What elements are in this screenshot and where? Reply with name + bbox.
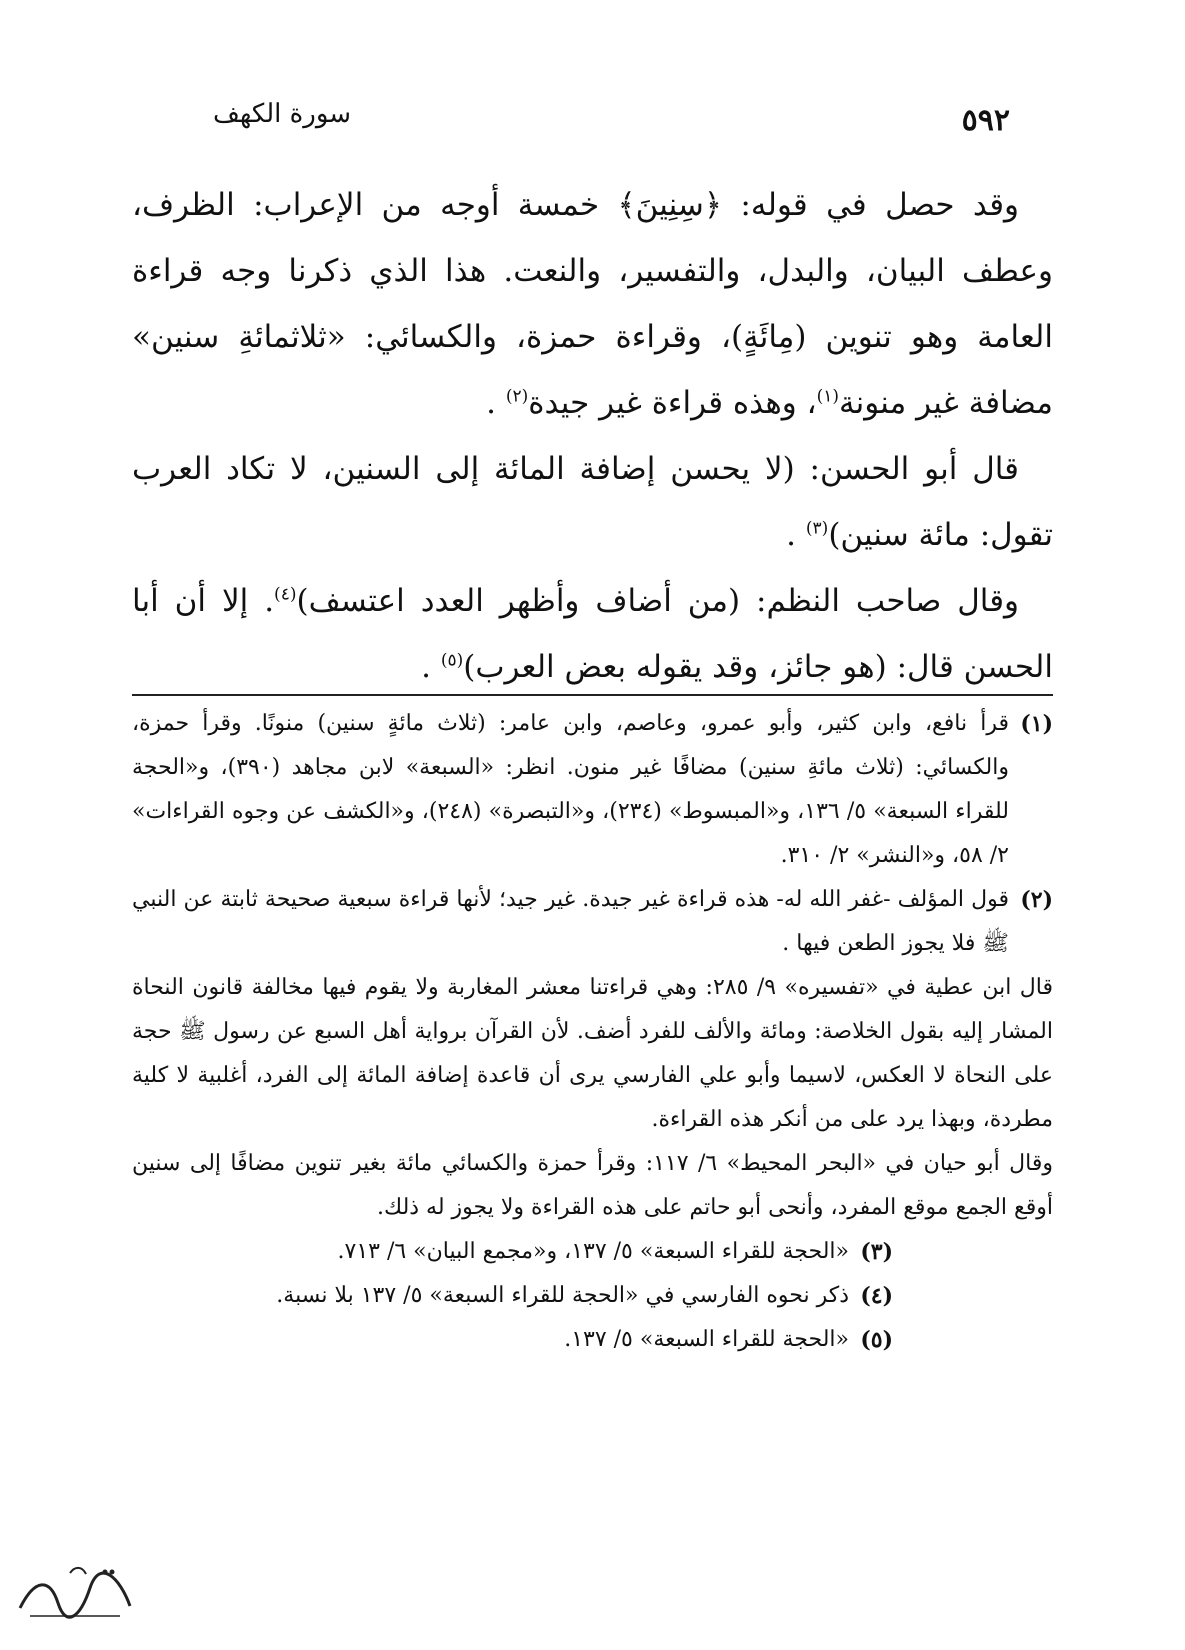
page-header xyxy=(175,95,1010,145)
publisher-logo xyxy=(10,1558,140,1628)
footnote-text: ذكر نحوه الفارسي في «الحجة للقراء السبعة» ٥/ ١٣٧ بلا نسبة. xyxy=(276,1283,849,1308)
footnote-2 xyxy=(132,878,1053,966)
surah-title: سورة الكهف xyxy=(213,99,352,129)
footnote-text: «الحجة للقراء السبعة» ٥/ ١٣٧، و«مجمع البيان» ٦/ ٧١٣. xyxy=(337,1239,849,1264)
main-paragraph-1: وقد حصل في قوله: ﴿سِنِينَ﴾ خمسة أوجه من الإعراب: الظرف، وعطف البيان، والبدل، والتفسير، والنعت. هذا الذي ذكرنا وجه قراءة العامة وهو تنوين (مِائَةٍ)، وقراءة حمزة، والكسائي: «ثلاثمائةِ سنين» مضافة غير منونة$^{(١)}$، وهذه قراءة غير جيدة$^{(٢)}$ . xyxy=(132,187,1053,421)
footnote-ref-5: (٥) xyxy=(440,650,464,671)
footnote-ref-4: (٤) xyxy=(274,584,297,605)
footnote-ref-2: (٢) xyxy=(505,386,529,407)
page-number: ٥٩٢ xyxy=(961,103,1010,138)
main-text xyxy=(132,172,1053,700)
footnote-number: (٤) xyxy=(860,1283,893,1309)
footnote-ref-3: (٣) xyxy=(805,518,829,539)
footnote-3 xyxy=(132,1230,1053,1274)
footnote-separator xyxy=(132,694,1053,696)
footnotes xyxy=(132,702,1053,1362)
main-paragraph-2: قال أبو الحسن: (لا يحسن إضافة المائة إلى السنين، لا تكاد العرب تقول: مائة سنين)$^{(٣)}$ . xyxy=(132,451,1053,553)
footnote-number: (٣) xyxy=(860,1239,893,1265)
footnote-2-continuation xyxy=(132,966,1053,1230)
footnote-number: (١) xyxy=(1020,711,1053,737)
main-paragraph-3: وقال صاحب النظم: (من أضاف وأظهر العدد اعتسف)$^{(٤)}$. إلا أن أبا الحسن قال: (هو جائز، وقد يقوله بعض العرب)$^{(٥)}$ . xyxy=(132,583,1053,685)
footnote-text: قول المؤلف -غفر الله له- هذه قراءة غير جيدة. غير جيد؛ لأنها قراءة سبعية صحيحة ثابتة عن النبي ﷺ فلا يجوز الطعن فيها . xyxy=(132,887,1009,956)
footnote-text: قرأ نافع، وابن كثير، وأبو عمرو، وعاصم، وابن عامر: (ثلاث مائةٍ سنين) منونًا. وقرأ حمزة، والكسائي: (ثلاث مائةِ سنين) مضافًا غير منون. انظر: «السبعة» لابن مجاهد (٣٩٠)، و«الحجة للقراء السبعة» ٥/ ١٣٦، و«المبسوط» (٢٣٤)، و«التبصرة» (٢٤٨)، و«الكشف عن وجوه القراءات» ٢/ ٥٨، و«النشر» ٢/ ٣١٠. xyxy=(132,711,1010,868)
footnote-4 xyxy=(132,1274,1053,1318)
footnote-ref-1: (١) xyxy=(816,386,840,407)
footnote-number: (٥) xyxy=(860,1327,893,1353)
footnote-text: وقال أبو حيان في «البحر المحيط» ٦/ ١١٧: وقرأ حمزة والكسائي مائة بغير تنوين مضافًا إلى سنين أوقع الجمع موقع المفرد، وأنحى أبو حاتم على هذه القراءة ولا يجوز له ذلك. xyxy=(132,1151,1054,1220)
footnote-5 xyxy=(132,1318,1053,1362)
footnote-number: (٢) xyxy=(1020,887,1053,913)
footnote-text: «الحجة للقراء السبعة» ٥/ ١٣٧. xyxy=(564,1327,849,1352)
footnote-1 xyxy=(132,702,1053,878)
footnote-text: قال ابن عطية في «تفسيره» ٩/ ٢٨٥: وهي قراءتنا معشر المغاربة ولا يقوم فيها مخالفة قانون النحاة المشار إليه بقول الخلاصة: ومائة والألف للفرد أضف. لأن القرآن برواية أهل السبع عن رسول ﷺ حجة على النحاة لا العكس، لاسيما وأبو علي الفارسي يرى أن قاعدة إضافة المائة إلى الفرد، أغلبية لا كلية مطردة، وبهذا يرد على من أنكر هذه القراءة. xyxy=(132,975,1054,1132)
